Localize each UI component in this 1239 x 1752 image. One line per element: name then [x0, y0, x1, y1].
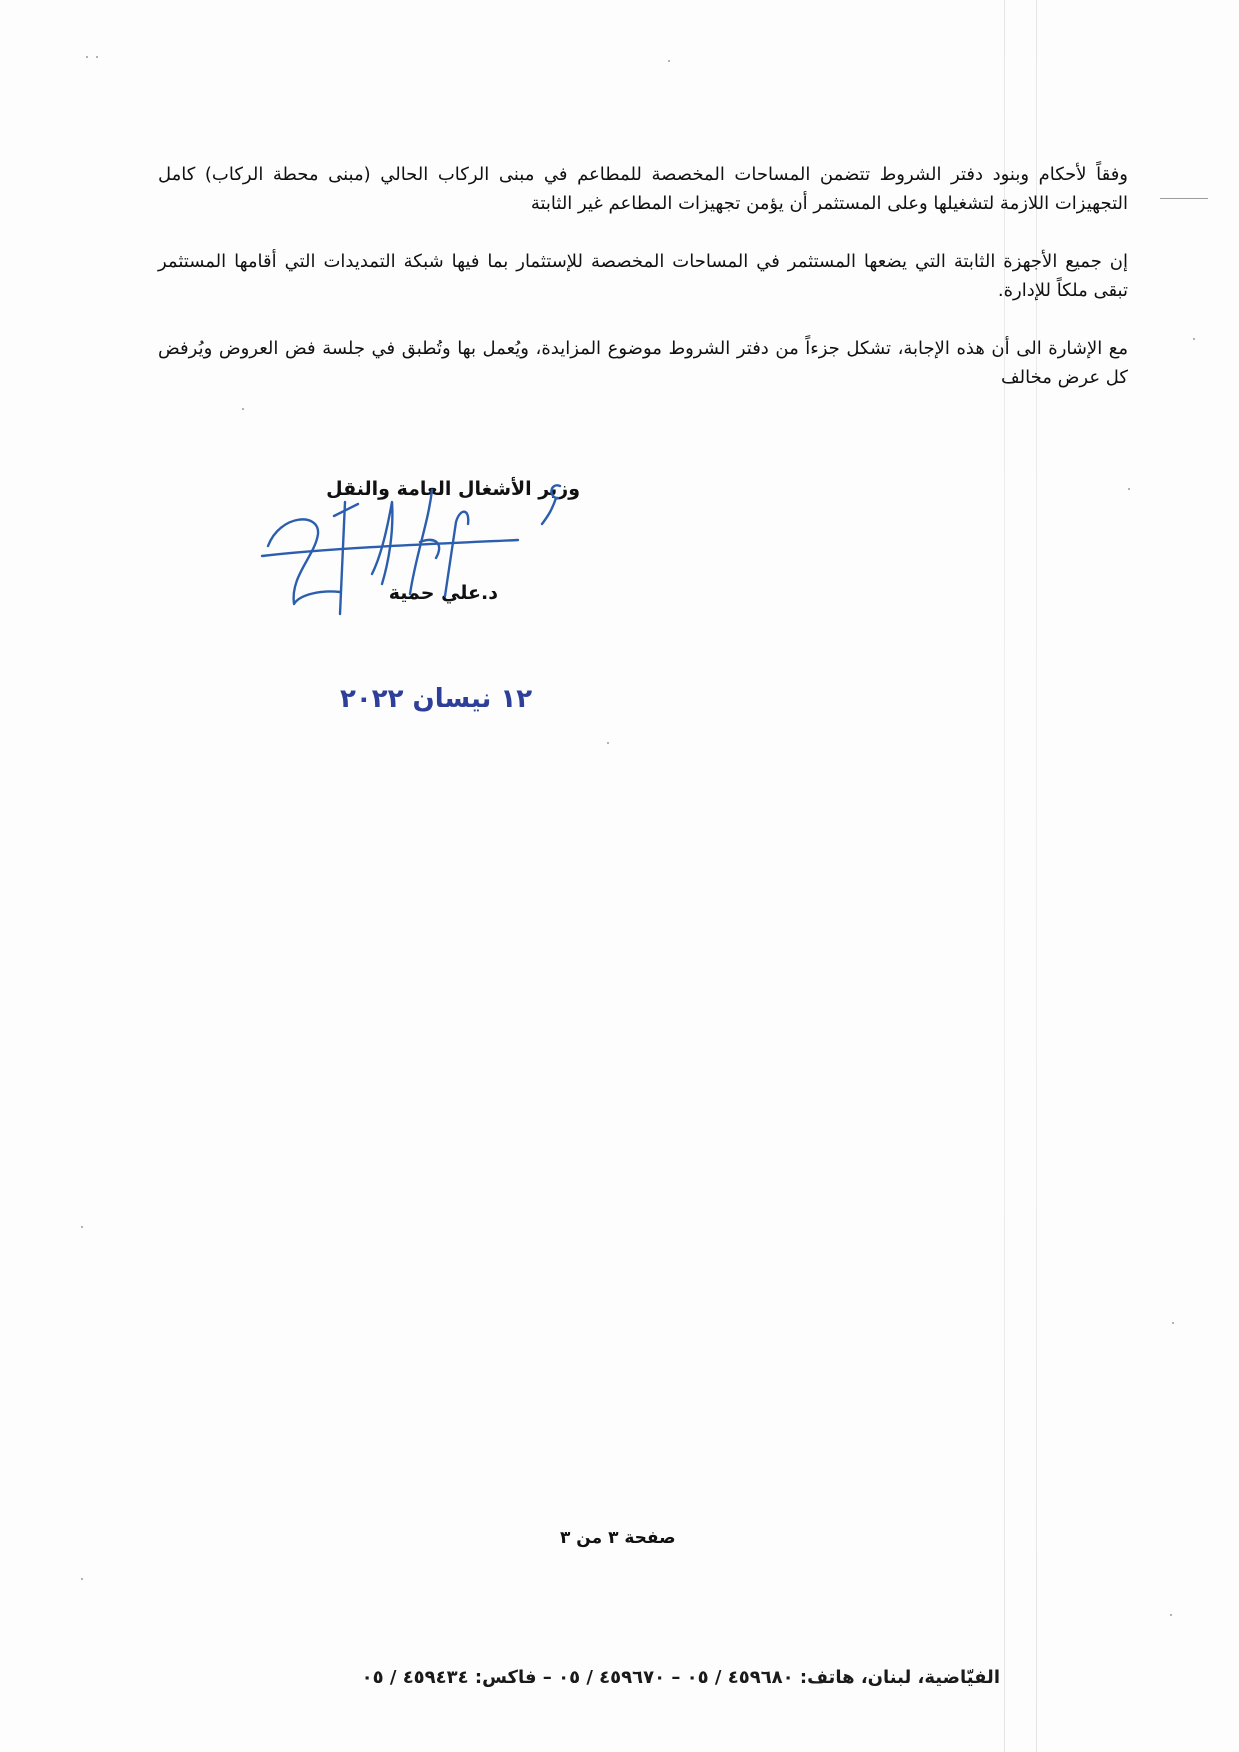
minister-name: د.علي حمية: [388, 582, 498, 604]
paragraph-fixed-equipment-ownership: إن جميع الأجهزة الثابتة التي يضعها المستثمر في المساحات المخصصة للإستثمار بما فيها شبكة التمديدات التي أقامها المستثمر تبقى ملكاً للإدارة.: [158, 251, 1128, 301]
scan-speck: [96, 56, 98, 58]
scan-speck: [1172, 1322, 1174, 1324]
scan-speck: [668, 60, 670, 62]
handwritten-signature: [260, 464, 590, 634]
handwritten-date: ١٢ نيسان ٢٠٢٢: [340, 684, 533, 714]
scan-speck: [1128, 488, 1130, 490]
footer-contact-info: الفيّاضية، لبنان، هاتف: ٤٥٩٦٨٠ / ٠٥ – ٤٥٩٦٧٠ / ٠٥ – فاكس: ٤٥٩٤٣٤ / ٠٥: [361, 1667, 1000, 1688]
paragraph-answer-part-of-conditions: مع الإشارة الى أن هذه الإجابة، تشكل جزءاً من دفتر الشروط موضوع المزايدة، ويُعمل بها وتُطبق في جلسة فض العروض ويُرفض كل عرض مخالف: [158, 338, 1128, 388]
scan-speck: [81, 1226, 83, 1228]
minister-title: وزير الأشغال العامة والنقل: [326, 478, 580, 500]
signature-block: [300, 478, 580, 648]
scan-speck: [242, 408, 244, 410]
scan-speck: [81, 1578, 83, 1580]
scan-speck: [1193, 338, 1195, 340]
scan-speck: [607, 742, 609, 744]
page-number: صفحة ٣ من ٣: [560, 1528, 676, 1548]
scan-speck: [1170, 1614, 1172, 1616]
paragraph-restaurant-equipment: وفقاً لأحكام وبنود دفتر الشروط تتضمن المساحات المخصصة للمطاعم في مبنى الركاب الحالي (مبنى محطة الركاب) كامل التجهيزات اللازمة لتشغيلها وعلى المستثمر أن يؤمن تجهيزات المطاعم غير الثابتة: [158, 164, 1128, 214]
scan-mark: [1160, 198, 1208, 199]
scan-speck: [86, 56, 88, 58]
